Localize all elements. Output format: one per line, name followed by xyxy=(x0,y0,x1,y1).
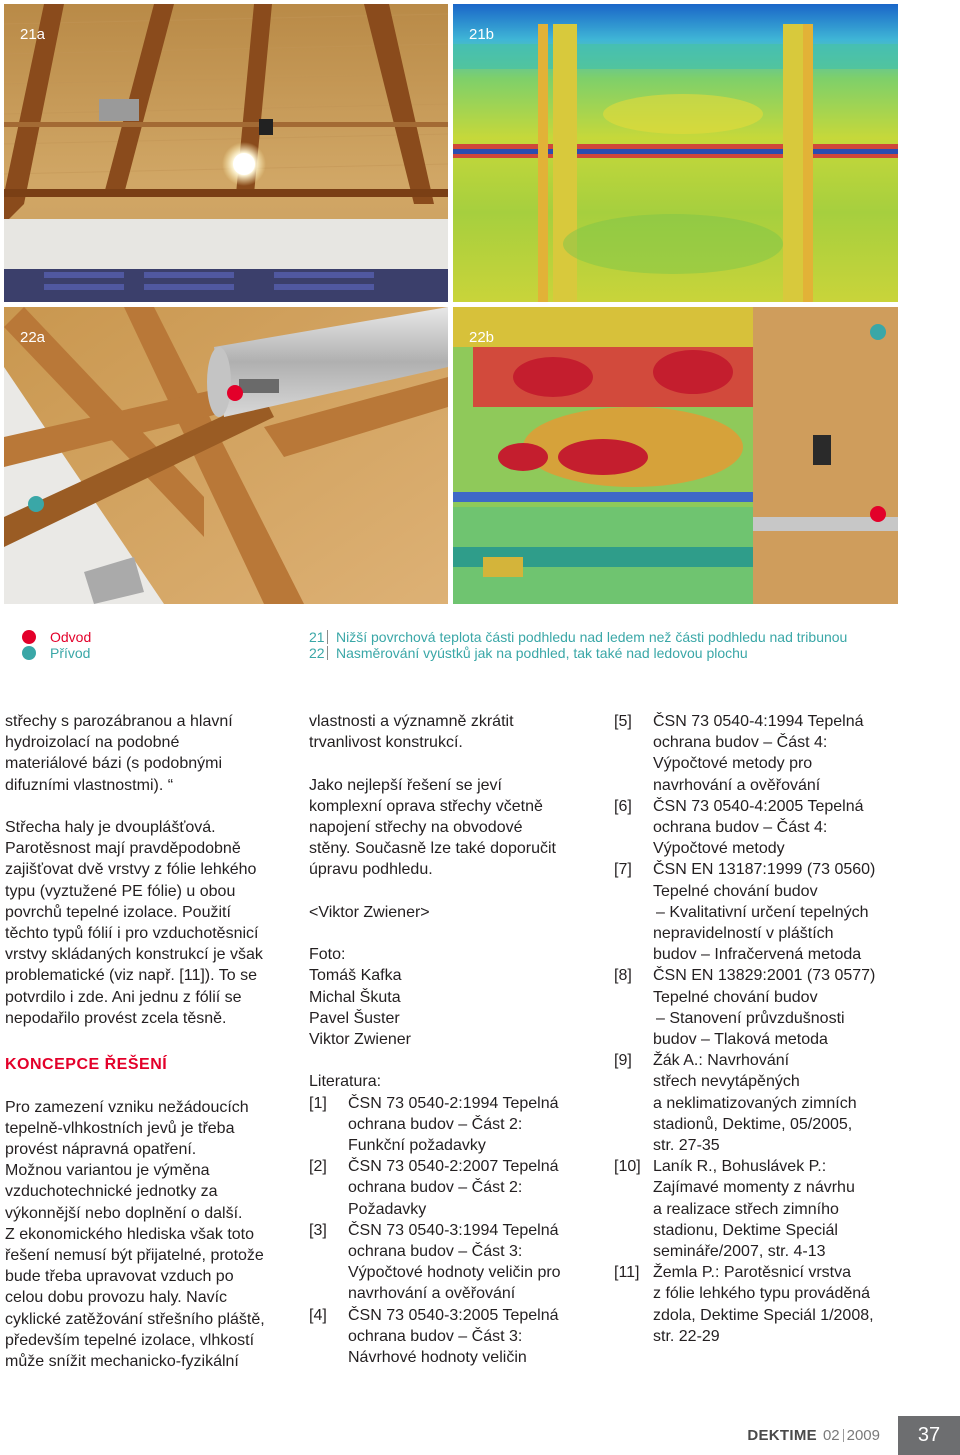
text-line: provést nápravná opatření. xyxy=(5,1141,197,1159)
text-line: budov – Tlaková metoda xyxy=(653,1031,828,1049)
page-number: 37 xyxy=(898,1416,960,1455)
text-line: potvrdilo i zde. Ani jednu z fólií se xyxy=(5,988,242,1006)
photo-credits-heading: Foto: xyxy=(309,946,346,964)
text-line: Laník R., Bohuslávek P.: xyxy=(653,1158,827,1176)
text-line: těchto typů fólií i pro vzduchotěsnicí xyxy=(5,925,259,943)
text-line: a realizace střech zimního xyxy=(653,1200,839,1218)
teal-dot-icon xyxy=(22,646,36,660)
photo-22a xyxy=(4,307,448,604)
text-line: tepelně-vlhkostních jevů je třeba xyxy=(5,1119,235,1137)
photographer: Pavel Šuster xyxy=(309,1009,400,1027)
reference-item xyxy=(309,1220,604,1305)
text-line: cyklické zatěžování střešního pláště, xyxy=(5,1310,265,1328)
reference-text xyxy=(653,796,914,860)
text-line: – Kvalitativní určení tepelných xyxy=(656,903,869,921)
photo-credits xyxy=(309,965,604,1050)
reference-item xyxy=(309,1305,604,1369)
photo-22b xyxy=(453,307,898,604)
reference-item xyxy=(309,1093,604,1157)
text-line: Parotěsnost mají pravděpodobně xyxy=(5,840,241,858)
text-line: a neklimatizovaných zimních xyxy=(653,1094,857,1112)
text-line: trvanlivost konstrukcí. xyxy=(309,734,463,752)
reference-text xyxy=(653,859,914,965)
caption-number: 21 xyxy=(309,629,325,645)
text-line: hydroizolací na podobné xyxy=(5,734,180,752)
text-line: vzduchotechnické jednotky za xyxy=(5,1183,218,1201)
duct-image xyxy=(4,307,448,604)
caption-number: 22 xyxy=(309,645,325,661)
text-line: ČSN EN 13187:1999 (73 0560) xyxy=(653,861,876,879)
reference-item xyxy=(614,859,914,965)
text-line: může snížit mechanicko-fyzikální xyxy=(5,1353,239,1371)
photo-21b xyxy=(453,4,898,302)
reference-text xyxy=(653,1262,914,1347)
caption-divider xyxy=(327,646,328,660)
text-line: budov – Infračervená metoda xyxy=(653,946,862,964)
text-line: stadionu, Dektime Speciál xyxy=(653,1221,838,1239)
text-line: ochrana budov – Část 4: xyxy=(653,819,828,837)
photo-label-21a: 21a xyxy=(20,26,46,43)
text-line: semináře/2007, str. 4-13 xyxy=(653,1243,826,1261)
caption-text: Nižší povrchová teplota části podhledu nad ledem než části podhledu nad tribunou xyxy=(336,629,848,645)
text-line: bude třeba upravovat vzduch po xyxy=(5,1268,234,1286)
text-line: ochrana budov – Část 3: xyxy=(348,1243,523,1261)
photo-label-22a: 22a xyxy=(20,329,46,346)
column-3 xyxy=(614,711,914,1347)
text-line: typu (vyztužené PE fólie) u obou xyxy=(5,882,236,900)
text-line: úpravu podhledu. xyxy=(309,861,433,879)
thermogram-overlay-image xyxy=(453,307,898,604)
page-footer xyxy=(747,1416,960,1455)
issue-year: 2009 xyxy=(846,1427,880,1444)
reference-number: [10] xyxy=(614,1158,641,1176)
text-line: ochrana budov – Část 4: xyxy=(653,734,828,752)
reference-item xyxy=(614,796,914,860)
caption-text: Nasměrování vyústků jak na podhled, tak také nad ledovou plochu xyxy=(336,645,748,661)
issue-number: 02 xyxy=(822,1427,840,1444)
text-line: difuzními vlastnostmi). “ xyxy=(5,776,174,794)
reference-text xyxy=(653,1156,914,1262)
text-line: především tepelné izolace, vlhkostí xyxy=(5,1331,255,1349)
text-line: celou dobu provozu haly. Navíc xyxy=(5,1289,228,1307)
text-line: navrhování a ověřování xyxy=(653,776,821,794)
text-line: Výpočtové metody pro xyxy=(653,755,813,773)
column-2 xyxy=(309,711,604,1368)
reference-text xyxy=(653,1050,914,1156)
reference-item xyxy=(614,965,914,1050)
text-line: výkonnější nebo doplnění o další. xyxy=(5,1204,243,1222)
text-line: stadionů, Dektime, 05/2005, xyxy=(653,1115,853,1133)
issue-info xyxy=(823,1427,880,1444)
text-line: povrchů tepelné izolace. Použití xyxy=(5,903,231,921)
reference-number: [2] xyxy=(309,1158,327,1176)
reference-item xyxy=(614,1262,914,1347)
text-line: zdola, Dektime Speciál 1/2008, xyxy=(653,1306,874,1324)
text-line: problematické (viz např. [11]). To se xyxy=(5,967,257,985)
literature-heading: Literatura: xyxy=(309,1073,382,1091)
reference-number: [9] xyxy=(614,1052,632,1070)
red-dot-icon xyxy=(22,630,36,644)
reference-number: [5] xyxy=(614,713,632,730)
reference-item xyxy=(309,1156,604,1220)
text-line: zajišťovat dvě vrstvy z fólie lehkého xyxy=(5,861,257,879)
text-line: Zajímavé momenty z návrhu xyxy=(653,1179,855,1197)
text-line: střechy s parozábranou a hlavní xyxy=(5,713,233,730)
legend-exhaust xyxy=(22,629,91,645)
text-line: řešení nemusí být přijatelné, protože xyxy=(5,1247,264,1265)
text-line: str. 27-35 xyxy=(653,1137,720,1155)
text-line: vrstvy skládaných konstrukcí je však xyxy=(5,946,263,964)
reference-text xyxy=(653,965,914,1050)
legend-supply-label: Přívod xyxy=(50,645,91,661)
legend-exhaust-label: Odvod xyxy=(50,629,92,645)
text-line: str. 22-29 xyxy=(653,1327,720,1345)
reference-number: [1] xyxy=(309,1094,327,1112)
text-line: vlastnosti a významně zkrátit xyxy=(309,713,514,730)
reference-item xyxy=(614,1050,914,1156)
text-line: navrhování a ověřování xyxy=(348,1285,516,1303)
arena-roof-image xyxy=(4,4,448,302)
legend-supply xyxy=(22,645,91,661)
figure-captions xyxy=(309,629,847,661)
reference-text xyxy=(348,1093,604,1157)
author: <Viktor Zwiener> xyxy=(309,903,430,921)
reference-number: [7] xyxy=(614,861,632,879)
reference-number: [6] xyxy=(614,797,632,815)
thermogram-image xyxy=(453,4,898,302)
text-line: Výpočtové metody xyxy=(653,840,785,858)
photo-21a xyxy=(4,4,448,302)
paragraph-best-solution xyxy=(309,775,604,881)
paragraph-roof xyxy=(5,817,295,1029)
text-line: ČSN 73 0540-3:2005 Tepelná xyxy=(348,1306,559,1324)
text-line: nepravidelností v pláštích xyxy=(653,925,834,943)
photographer: Michal Škuta xyxy=(309,988,401,1006)
reference-text xyxy=(653,711,914,796)
issue-divider xyxy=(843,1429,844,1442)
text-line: stěny. Současně lze také doporučit xyxy=(309,840,556,858)
text-line: ČSN 73 0540-4:2005 Tepelná xyxy=(653,797,864,815)
reference-number: [11] xyxy=(614,1264,640,1282)
text-line: ochrana budov – Část 2: xyxy=(348,1179,523,1197)
reference-item xyxy=(614,711,914,796)
text-line: nepodařilo provést zcela těsně. xyxy=(5,1009,227,1027)
text-line: Výpočtové hodnoty veličin pro xyxy=(348,1264,561,1282)
photographer: Viktor Zwiener xyxy=(309,1031,411,1048)
text-line: střech nevytápěných xyxy=(653,1073,800,1091)
caption-22 xyxy=(309,645,847,661)
reference-text xyxy=(348,1156,604,1220)
column-1 xyxy=(5,711,295,1372)
reference-number: [4] xyxy=(309,1306,327,1324)
text-line: Jako nejlepší řešení se jeví xyxy=(309,776,502,794)
magazine-brand: DEKTIME xyxy=(747,1427,817,1444)
text-line: materiálové bázi (s podobnými xyxy=(5,755,222,773)
text-line: ČSN 73 0540-3:1994 Tepelná xyxy=(348,1221,559,1239)
text-line: ochrana budov – Část 3: xyxy=(348,1327,523,1345)
paragraph-solution xyxy=(5,1097,295,1373)
text-line: Tepelné chování budov xyxy=(653,988,818,1006)
reference-list-continued xyxy=(614,711,914,1347)
text-line: Možnou variantou je výměna xyxy=(5,1162,210,1180)
text-line: komplexní oprava střechy včetně xyxy=(309,797,543,815)
text-line: z fólie lehkého typu prováděná xyxy=(653,1285,871,1303)
section-heading: KONCEPCE ŘEŠENÍ xyxy=(5,1056,168,1074)
photographer: Tomáš Kafka xyxy=(309,967,402,985)
text-line: napojení střechy na obvodové xyxy=(309,819,523,836)
legend xyxy=(22,629,91,661)
photo-label-21b: 21b xyxy=(469,26,495,43)
paragraph-continued xyxy=(309,711,604,753)
text-line: – Stanovení průvzdušnosti xyxy=(656,1009,845,1027)
caption-divider xyxy=(327,630,328,644)
photo-label-22b: 22b xyxy=(469,329,495,346)
text-line: ČSN 73 0540-2:1994 Tepelná xyxy=(348,1094,559,1112)
text-line: Požadavky xyxy=(348,1200,427,1218)
reference-number: [3] xyxy=(309,1221,327,1239)
reference-text xyxy=(348,1305,604,1369)
text-line: Z ekonomického hlediska však toto xyxy=(5,1225,255,1243)
text-line: Návrhové hodnoty veličin xyxy=(348,1349,527,1367)
reference-number: [8] xyxy=(614,967,632,985)
text-line: Žák A.: Navrhování xyxy=(653,1052,790,1070)
text-line: Pro zamezení vzniku nežádoucích xyxy=(5,1098,249,1116)
text-line: Funkční požadavky xyxy=(348,1137,486,1154)
text-line: Střecha haly je dvouplášťová. xyxy=(5,819,216,836)
reference-item xyxy=(614,1156,914,1262)
caption-21 xyxy=(309,629,847,645)
reference-list xyxy=(309,1093,604,1369)
text-line: Tepelné chování budov xyxy=(653,882,818,900)
reference-text xyxy=(348,1220,604,1305)
text-line: ČSN 73 0540-4:1994 Tepelná xyxy=(653,713,864,730)
text-line: ČSN EN 13829:2001 (73 0577) xyxy=(653,967,876,985)
text-line: ČSN 73 0540-2:2007 Tepelná xyxy=(348,1158,559,1176)
text-line: ochrana budov – Část 2: xyxy=(348,1115,523,1133)
text-line: Žemla P.: Parotěsnicí vrstva xyxy=(653,1264,851,1282)
paragraph-intro xyxy=(5,711,295,796)
